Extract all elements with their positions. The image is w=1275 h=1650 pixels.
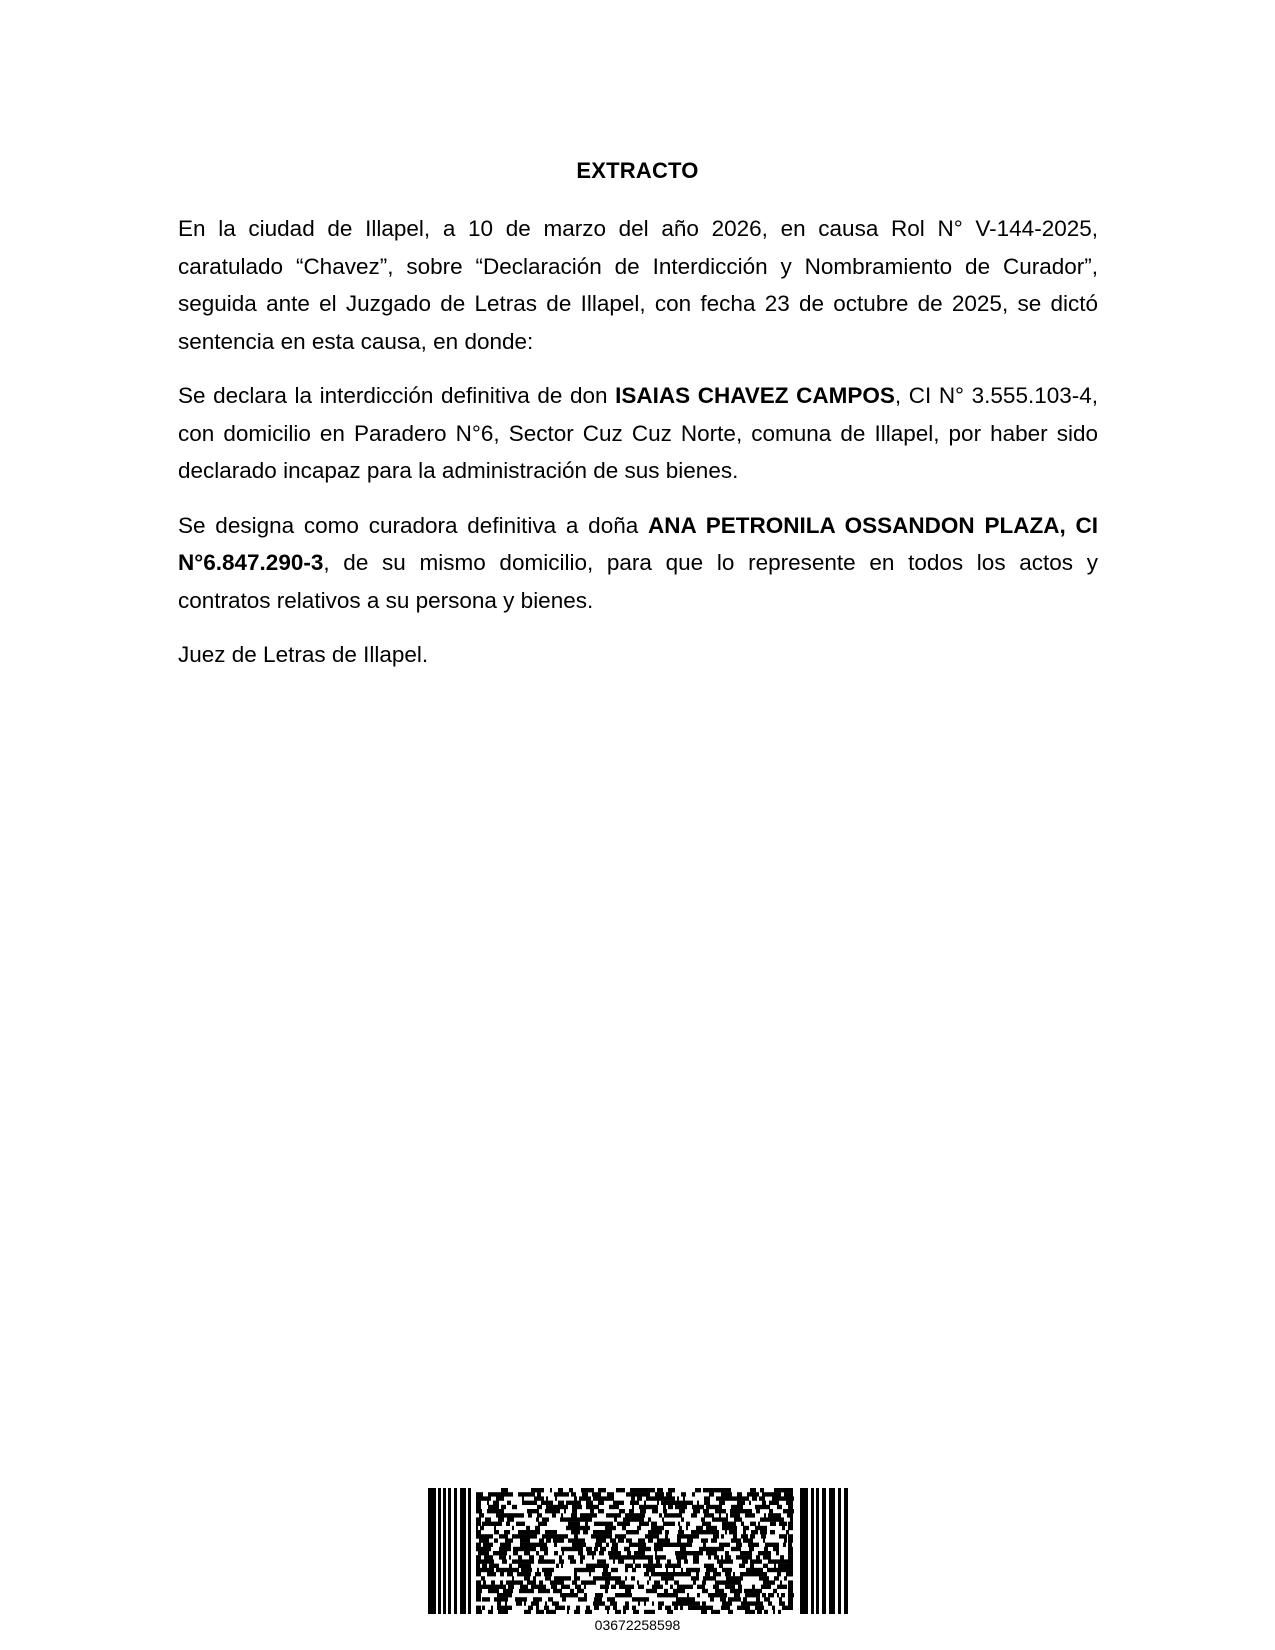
pdf417-barcode-icon bbox=[428, 1488, 848, 1614]
page-title: EXTRACTO bbox=[576, 158, 699, 183]
curator-name: ANA PETRONILA OSSANDON PLAZA, CI N°6.847.290-3 bbox=[178, 512, 1098, 575]
paragraph-interdiction-lead: Se declara la interdicción definitiva de don bbox=[178, 383, 616, 408]
signature-line: Juez de Letras de Illapel. bbox=[178, 642, 429, 667]
paragraph-curator-lead: Se designa como curadora definitiva a doña bbox=[178, 512, 649, 538]
document-body bbox=[178, 210, 1098, 691]
paragraph-curator bbox=[178, 507, 1098, 620]
paragraph-interdiction-rest: , CI N° 3.555.103-4, con domicilio en Paradero N°6, Sector Cuz Cuz Norte, comuna de Illapel, por haber sido declarado incapaz para la administración de sus bienes. bbox=[178, 383, 1098, 483]
barcode-number: 03672258598 bbox=[594, 1617, 681, 1633]
paragraph-interdiction bbox=[178, 377, 1098, 490]
paragraph-case-info: En la ciudad de Illapel, a 10 de marzo del año 2026, en causa Rol N° V-144-2025, caratulado “Chavez”, sobre “Declaración de Interdicción y Nombramiento de Curador”, seguida ante el Juzgado de Letras de Illapel, con fecha 23 de octubre de 2025, se dictó sentencia en esta causa, en donde: bbox=[178, 216, 1098, 354]
interdicted-person-name: ISAIAS CHAVEZ CAMPOS bbox=[615, 383, 895, 408]
paragraph-curator-rest: , de su mismo domicilio, para que lo represente en todos los actos y contratos relativos a su persona y bienes. bbox=[178, 550, 1098, 613]
